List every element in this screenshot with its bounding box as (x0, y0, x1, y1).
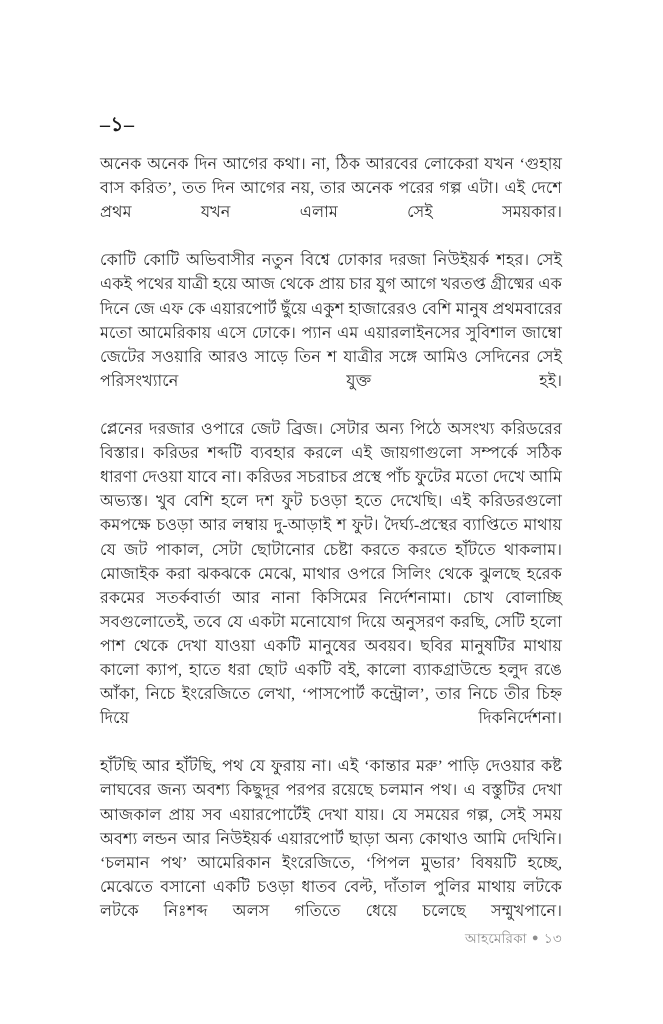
paragraph-4: হাঁটছি আর হাঁটছি, পথ যে ফুরায় না। এই ‘কান্তার মরু’ পাড়ি দেওয়ার কষ্ট লাঘবের জন্য অবশ্য কিছুদূর পরপর রয়েছে চলমান পথ। এ বস্তুটির দেখা আজকাল প্রায় সব এয়ারপোর্টেই দেখা যায়। যে সময়ের গল্প, সেই সময় অবশ্য লন্ডন আর নিউইয়র্ক এয়ারপোর্ট ছাড়া অন্য কোথাও আমি দেখিনি। ‘চলমান পথ’ আমেরিকান ইংরেজিতে, ‘পিপল মুভার’ বিষয়টি হচ্ছে, মেঝেতে বসানো একটি চওড়া ধাতব বেল্ট, দাঁতাল পুলির মাথায় লটকে লটকে নিঃশব্দ অলস গতিতে ধেয়ে চলেছে সম্মুখপানে। (100, 757, 562, 920)
paragraph-3: প্লেনের দরজার ওপারে জেট ব্রিজ। সেটার অন্য পিঠে অসংখ্য করিডরের বিস্তার। করিডর শব্দটি ব্যবহার করলে এই জায়গাগুলো সম্পর্কে সঠিক ধারণা দেওয়া যাবে না। করিডর সচরাচর প্রস্থে পাঁচ ফুটের মতো দেখে আমি অভ্যস্ত। খুব বেশি হলে দশ ফুট চওড়া হতে দেখেছি। এই করিডরগুলো কমপক্ষে চওড়া আর লম্বায় দু-আড়াই শ ফুট। দৈর্ঘ্য-প্রস্থের ব্যাপ্তিতে মাথায় যে জট পাকাল, সেটা ছোটানোর চেষ্টা করতে করতে হাঁটতে থাকলাম। মোজাইক করা ঝকঝকে মেঝে, মাথার ওপরে সিলিং থেকে ঝুলছে হরেক রকমের সতর্কবার্তা আর নানা কিসিমের নির্দেশনামা। চোখ বোলাচ্ছি সবগুলোতেই, তবে যে একটা মনোযোগ দিয়ে অনুসরণ করছি, সেটি হলো পাশ থেকে দেখা যাওয়া একটি মানুষের অবয়ব। ছবির মানুষটির মাথায় কালো ক্যাপ, হাতে ধরা ছোট একটি বই, কালো ব্যাকগ্রাউন্ডে হলুদ রঙে আঁকা, নিচে ইংরেজিতে লেখা, ‘পাসপোর্ট কন্ট্রোল’, তার নিচে তীর চিহ্ন দিয়ে দিকনির্দেশনা। (100, 420, 562, 728)
page-footer (100, 930, 562, 949)
chapter-heading: –১– (100, 114, 135, 136)
paragraph-1: অনেক অনেক দিন আগের কথা। না, ঠিক আরবের লোকেরা যখন ‘গুহায় বাস করিত’, তত দিন আগের নয়, তার অনেক পরের গল্প এটা। এই দেশে প্রথম যখন এলাম সেই সময়কার। (100, 155, 562, 222)
footer-separator-dot-icon: ● (531, 932, 539, 944)
paragraph-2: কোটি কোটি অভিবাসীর নতুন বিশ্বে ঢোকার দরজা নিউইয়র্ক শহর। সেই একই পথের যাত্রী হয়ে আজ থেকে প্রায় চার যুগ আগে খরতপ্ত গ্রীষ্মের এক দিনে জে এফ কে এয়ারপোর্ট ছুঁয়ে একুশ হাজারেরও বেশি মানুষ প্রথমবারের মতো আমেরিকায় এসে ঢোকে। প্যান এম এয়ারলাইনসের সুবিশাল জাম্বো জেটের সওয়ারি আরও সাড়ে তিন শ যাত্রীর সঙ্গে আমিও সেদিনের সেই পরিসংখ্যানে যুক্ত হই। (100, 251, 562, 390)
text-column (100, 112, 562, 947)
footer-page-number: ১৩ (543, 931, 562, 946)
footer-book-title: আহমেরিকা (464, 931, 527, 946)
